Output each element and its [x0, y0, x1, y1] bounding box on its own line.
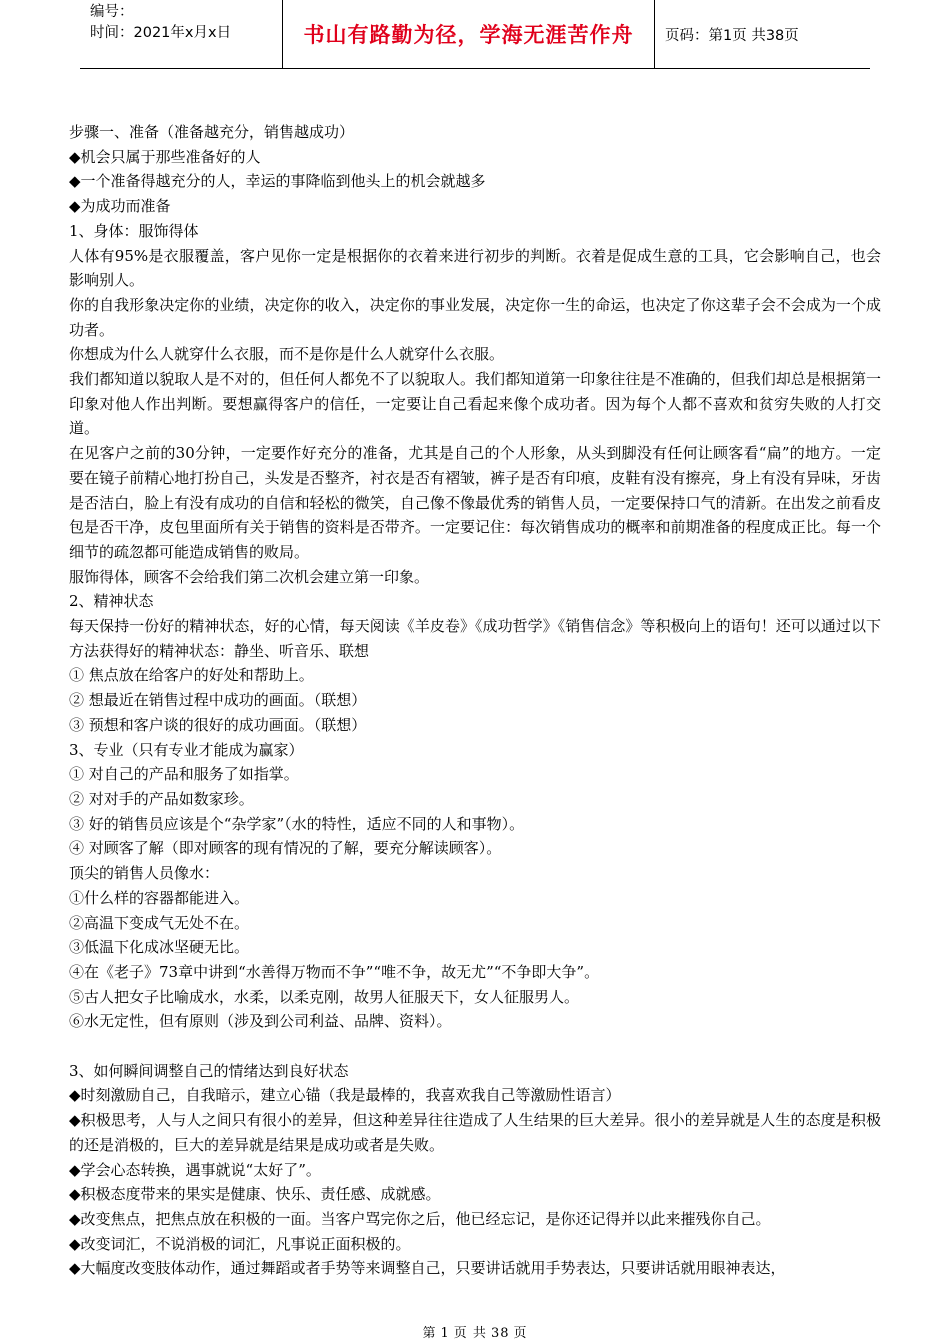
- document-body: [69, 120, 881, 1281]
- paragraph: ◆机会只属于那些准备好的人: [69, 147, 261, 166]
- paragraph: ◆改变焦点，把焦点放在积极的一面。当客户骂完你之后，他已经忘记，是你还记得并以此来摧残你自己。: [69, 1209, 771, 1228]
- paragraph: ③低温下化成冰坚硬无比。: [69, 938, 250, 957]
- footer-suffix: 页: [513, 1326, 528, 1341]
- blank-line: [69, 1034, 881, 1059]
- paragraph: ⑥水无定性，但有原则（涉及到公司利益、品牌、资料）。: [69, 1012, 452, 1031]
- footer-prefix: 第: [422, 1326, 437, 1341]
- paragraph: 1、身体：服饰得体: [69, 221, 199, 240]
- paragraph: 你的自我形象决定你的业绩，决定你的收入，决定你的事业发展，决定你一生的命运，也决定了你这辈子会不会成为一个成功者。: [69, 295, 881, 339]
- paragraph: ② 对对手的产品如数家珍。: [69, 789, 254, 808]
- paragraph: ◆积极思考，人与人之间只有很小的差异，但这种差异往往造成了人生结果的巨大差异。很小的差异就是人生的态度是积极的还是消极的，巨大的差异就是结果是成功或者是失败。: [69, 1111, 881, 1154]
- footer-page-number: 1: [440, 1326, 450, 1341]
- paragraph: ◆时刻激励自己，自我暗示，建立心锚（我是最棒的，我喜欢我自己等激励性语言）: [69, 1086, 621, 1105]
- page-header: [80, 0, 870, 69]
- number-label: 编号：: [90, 4, 134, 20]
- paragraph: ③ 好的销售员应该是个“杂学家”（水的特性，适应不同的人和事物）。: [69, 814, 525, 833]
- paragraph: ④在《老子》73章中讲到“水善得万物而不争”“唯不争，故无尤”“不争即大争”。: [69, 962, 600, 981]
- paragraph: 3、专业（只有专业才能成为赢家）: [69, 740, 304, 759]
- paragraph: ◆大幅度改变肢体动作，通过舞蹈或者手势等来调整自己，只要讲话就用手势表达，只要讲话就用眼神表达，: [69, 1259, 786, 1278]
- paragraph: ① 对自己的产品和服务了如指掌。: [69, 765, 299, 784]
- paragraph: ◆一个准备得越充分的人，幸运的事降临到他头上的机会就越多: [69, 172, 486, 191]
- paragraph: ①什么样的容器都能进入。: [69, 888, 250, 907]
- time-label: 时间：2021年x月x日: [90, 25, 232, 41]
- paragraph: ◆为成功而准备: [69, 197, 171, 216]
- header-page-info: 页码：第1页 共38页: [665, 27, 799, 44]
- header-meta: [80, 0, 282, 68]
- paragraph: ◆学会心态转换，遇事就说“太好了”。: [69, 1160, 321, 1179]
- paragraph: ②高温下变成气无处不在。: [69, 913, 250, 932]
- paragraph: 服饰得体，顾客不会给我们第二次机会建立第一印象。: [69, 567, 430, 586]
- paragraph: 我们都知道以貌取人是不对的，但任何人都免不了以貌取人。我们都知道第一印象往往是不准确的，但我们却总是根据第一印象对他人作出判断。要想赢得客户的信任，一定要让自己看起来像个成功者。因为每个人都不喜欢和贫穷失败的人打交道。: [69, 370, 881, 438]
- paragraph: ① 焦点放在给客户的好处和帮助上。: [69, 666, 314, 685]
- header-motto: 书山有路勤为径，学海无涯苦作舟: [282, 0, 655, 68]
- page-footer: [0, 1322, 950, 1341]
- paragraph: 2、精神状态: [69, 592, 154, 611]
- paragraph: 每天保持一份好的精神状态，好的心情，每天阅读《羊皮卷》《成功哲学》《销售信念》等积极向上的语句！还可以通过以下方法获得好的精神状态：静坐、听音乐、联想: [69, 617, 881, 660]
- paragraph: ◆改变词汇，不说消极的词汇，凡事说正面积极的。: [69, 1234, 411, 1253]
- paragraph: 步骤一、准备（准备越充分，销售越成功）: [69, 123, 355, 141]
- paragraph: ④ 对顾客了解（即对顾客的现有情况的了解，要充分解读顾客）。: [69, 839, 502, 858]
- footer-page-total: 38: [490, 1326, 510, 1341]
- paragraph: 3、如何瞬间调整自己的情绪达到良好状态: [69, 1061, 349, 1080]
- paragraph: ⑤古人把女子比喻成水，水柔，以柔克刚，故男人征服天下，女人征服男人。: [69, 987, 580, 1006]
- paragraph: ◆积极态度带来的果实是健康、快乐、责任感、成就感。: [69, 1185, 441, 1204]
- paragraph: ③ 预想和客户谈的很好的成功画面。（联想）: [69, 715, 367, 734]
- paragraph: ② 想最近在销售过程中成功的画面。（联想）: [69, 691, 367, 710]
- paragraph: 人体有95%是衣服覆盖，客户见你一定是根据你的衣着来进行初步的判断。衣着是促成生意的工具，它会影响自己，也会影响别人。: [69, 246, 881, 290]
- paragraph: 顶尖的销售人员像水：: [69, 864, 220, 883]
- paragraph: 在见客户之前的30分钟，一定要作好充分的准备，尤其是自己的个人形象，从头到脚没有任何让顾客看“扁”的地方。一定要在镜子前精心地打扮自己，头发是否整齐，衬衣是否有褶皱，裤子是否有印痕，皮鞋有没有擦亮，身上有没有异味，牙齿是否洁白，脸上有没有成功的自信和轻松的微笑，自己像不像最优秀的销售人员，一定要保持口气的清新。在出发之前看皮包是否干净，皮包里面所有关于销售的资料是否带齐。一定要记住：每次销售成功的概率和前期准备的程度成正比。每一个细节的疏忽都可能造成销售的败局。: [69, 444, 881, 561]
- paragraph: 你想成为什么人就穿什么衣服，而不是你是什么人就穿什么衣服。: [69, 345, 505, 364]
- footer-middle: 页 共: [453, 1326, 487, 1341]
